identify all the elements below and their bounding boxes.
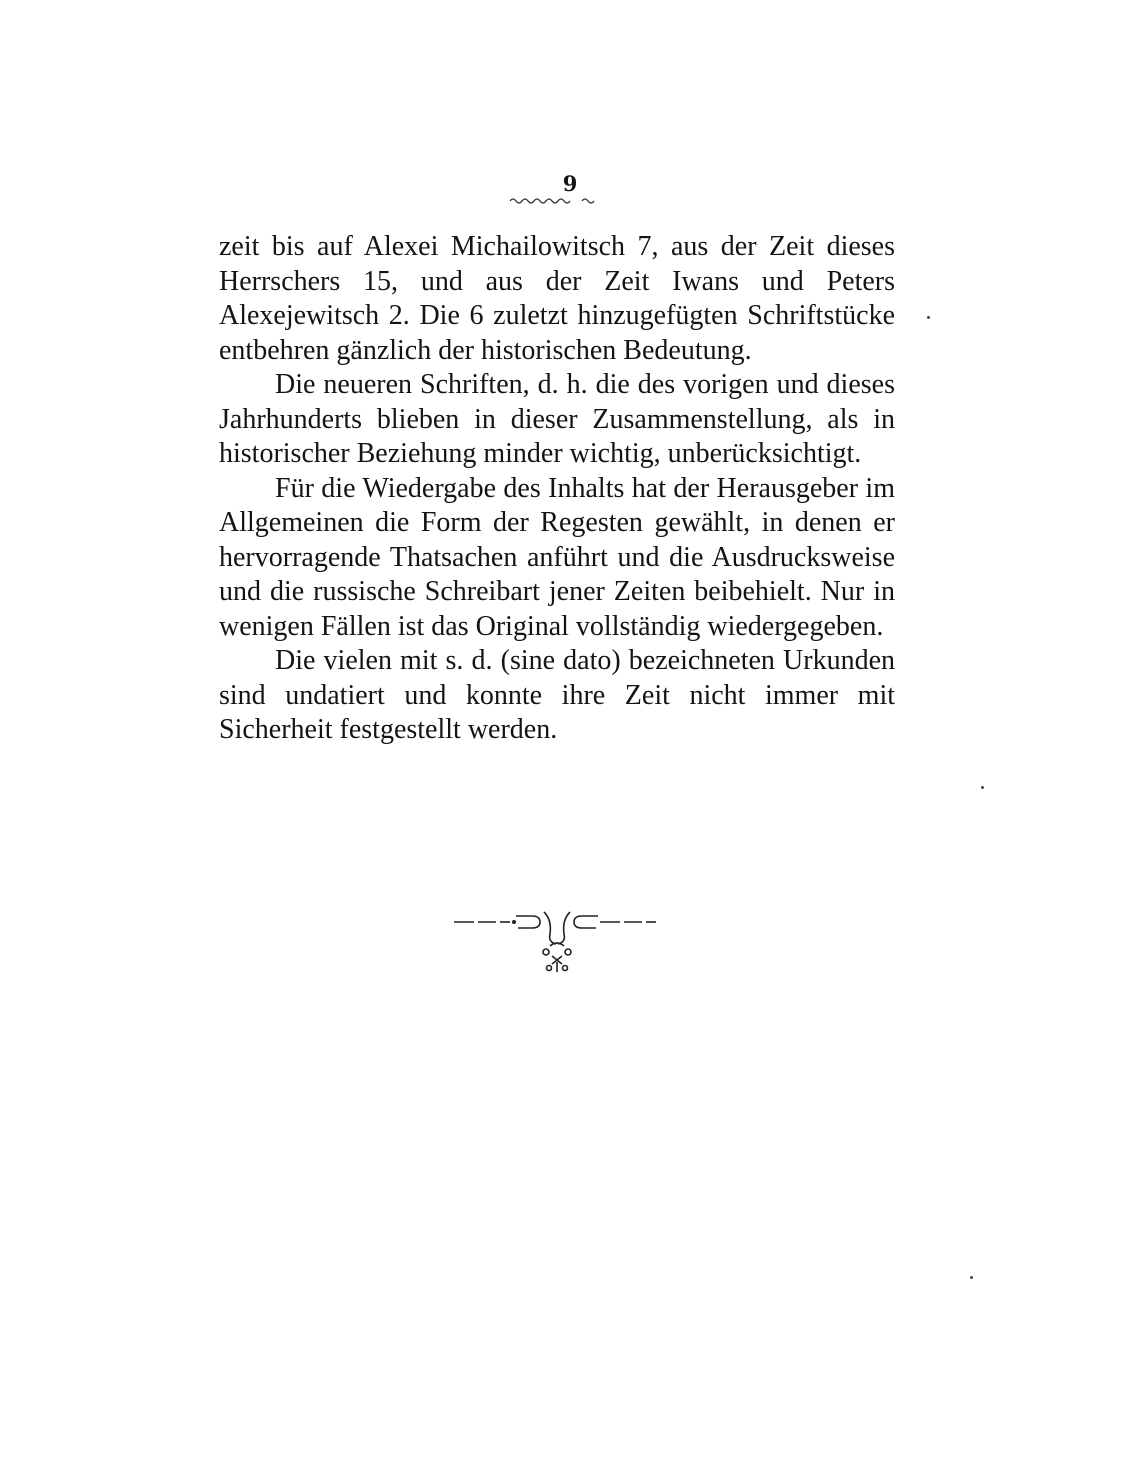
stray-dot: [970, 1276, 973, 1279]
page-number: 9: [562, 171, 578, 196]
paragraph-3: Für die Wiedergabe des Inhalts hat der Herausgeber im Allgemeinen die Form der Regesten gewählt, in denen er hervorragende Thatsachen anführt und die Ausdrucksweise und die russische Schreibart jener Zeiten beibehielt. Nur in wenigen Fällen ist das Original vollständig wiedergegeben.: [219, 472, 895, 642]
wavy-rule-icon: [508, 196, 600, 206]
paragraph-4: Die vielen mit s. d. (sine dato) bezeichneten Urkunden sind undatiert und konnte ihre Zeit nicht immer mit Sicherheit festgestellt werden.: [219, 645, 895, 745]
body-text: [219, 230, 895, 748]
tailpiece-ornament-icon: [452, 906, 662, 976]
stray-dot: [981, 786, 984, 789]
paragraph-1: zeit bis auf Alexei Michailowitsch 7, aus der Zeit dieses Herrschers 15, und aus der Zeit Iwans und Peters Alexejewitsch 2. Die 6 zuletzt hinzugefügten Schriftstücke entbehren gänzlich der historischen Bedeutung.: [219, 231, 895, 366]
stray-dot: [927, 316, 930, 319]
paragraph-2: Die neueren Schriften, d. h. die des vorigen und dieses Jahrhunderts blieben in dieser Zusammenstellung, als in historischer Beziehung minder wichtig, unberücksichtigt.: [219, 369, 895, 469]
